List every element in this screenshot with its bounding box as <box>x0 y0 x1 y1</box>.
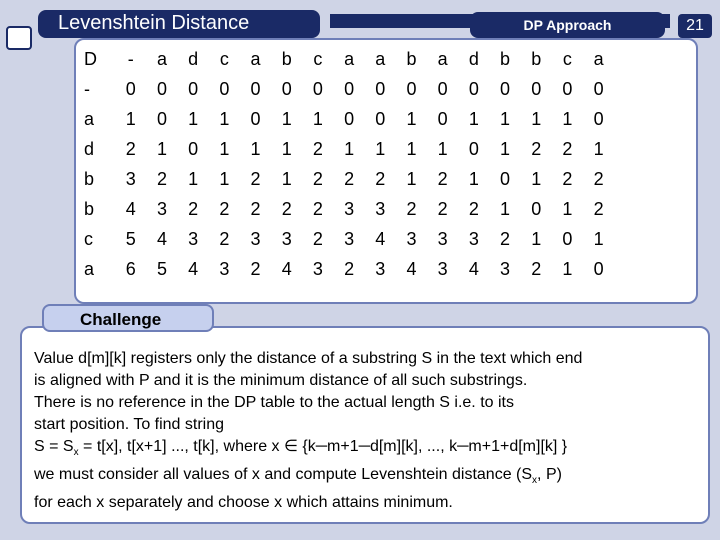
challenge-line: $S = S_x = t[x]$, t[x+1] ..., t[k], where x ∈ {k─m+1─d[m][k], ..., k─m+1+d[m][k] } <box>34 438 568 459</box>
column-header: d <box>188 48 199 69</box>
table-cell: 0 <box>375 108 386 129</box>
table-cell: 0 <box>531 78 542 99</box>
table-cell: 1 <box>156 138 167 159</box>
table-cell: 2 <box>219 198 230 219</box>
challenge-line: for each x separately and choose x which attains minimum. <box>34 494 453 512</box>
table-row <box>80 224 614 254</box>
row-header: a <box>84 108 95 129</box>
table-row <box>80 104 614 134</box>
table-cell: 0 <box>281 78 292 99</box>
table-cell: 3 <box>344 198 355 219</box>
table-cell: 1 <box>531 108 542 129</box>
table-cell: 2 <box>406 198 417 219</box>
table-cell: 2 <box>250 258 261 279</box>
challenge-text <box>34 348 694 514</box>
table-header-row <box>80 44 614 74</box>
page-title: Levenshtein Distance <box>38 10 320 38</box>
table-cell: 1 <box>593 138 604 159</box>
table-cell: 1 <box>437 138 448 159</box>
table-cell: 0 <box>219 78 230 99</box>
table-cell: 4 <box>125 198 136 219</box>
table-cell: 1 <box>531 228 542 249</box>
table-cell: 0 <box>156 108 167 129</box>
table-cell: 1 <box>406 138 417 159</box>
table-cell: 0 <box>562 228 573 249</box>
column-header: c <box>313 48 323 69</box>
column-header: a <box>156 48 167 69</box>
column-header: b <box>406 48 417 69</box>
column-header: d <box>468 48 479 69</box>
table-cell: 2 <box>312 168 323 189</box>
table-cell: 2 <box>562 168 573 189</box>
table-cell: 3 <box>188 228 199 249</box>
column-header: a <box>375 48 386 69</box>
table-cell: 2 <box>500 228 511 249</box>
table-cell: 3 <box>312 258 323 279</box>
slide-number: 21 <box>678 14 712 38</box>
table-cell: 2 <box>312 198 323 219</box>
table-row <box>80 134 614 164</box>
table-cell: 3 <box>125 168 136 189</box>
table-cell: 5 <box>156 258 167 279</box>
table-cell: 2 <box>125 138 136 159</box>
challenge-label: Challenge <box>42 304 214 332</box>
column-header: - <box>127 48 134 69</box>
table-cell: 2 <box>593 168 604 189</box>
table-cell: 3 <box>375 198 386 219</box>
table-cell: 0 <box>344 108 355 129</box>
table-cell: 4 <box>281 258 292 279</box>
table-cell: 0 <box>562 78 573 99</box>
table-cell: 0 <box>593 108 604 129</box>
table-row <box>80 74 614 104</box>
table-cell: 0 <box>250 108 261 129</box>
table-cell: 1 <box>188 108 199 129</box>
table-cell: 1 <box>468 108 479 129</box>
table-cell: 1 <box>593 228 604 249</box>
table-cell: 1 <box>250 138 261 159</box>
table-cell: 0 <box>437 108 448 129</box>
table-row <box>80 194 614 224</box>
table-cell: 3 <box>375 258 386 279</box>
table-cell: 0 <box>188 78 199 99</box>
column-header: a <box>250 48 261 69</box>
table-cell: 2 <box>344 258 355 279</box>
table-corner: D <box>84 48 97 69</box>
table-row <box>80 254 614 284</box>
column-header: c <box>219 48 229 69</box>
challenge-line: we must consider all values of x and compute Levenshtein distance ($S_x$, P) <box>34 466 562 487</box>
column-header: a <box>593 48 604 69</box>
table-cell: 1 <box>562 258 573 279</box>
table-cell: 0 <box>500 78 511 99</box>
table-cell: 1 <box>500 138 511 159</box>
challenge-line: There is no reference in the DP table to the actual length S i.e. to its <box>34 394 514 411</box>
table-cell: 6 <box>125 258 136 279</box>
table-cell: 0 <box>188 138 199 159</box>
table-cell: 3 <box>250 228 261 249</box>
table-cell: 5 <box>125 228 136 249</box>
table-cell: 2 <box>562 138 573 159</box>
table-cell: 4 <box>156 228 167 249</box>
table-cell: 1 <box>531 168 542 189</box>
table-cell: 1 <box>500 108 511 129</box>
table-cell: 0 <box>312 78 323 99</box>
row-header: a <box>84 258 95 279</box>
table-cell: 1 <box>219 108 230 129</box>
table-row <box>80 164 614 194</box>
table-cell: 1 <box>312 108 323 129</box>
table-cell: 2 <box>531 258 542 279</box>
table-cell: 1 <box>375 138 386 159</box>
table-cell: 0 <box>531 198 542 219</box>
title-decoration <box>6 26 32 50</box>
table-cell: 2 <box>593 198 604 219</box>
table-cell: 1 <box>281 168 292 189</box>
table-cell: 0 <box>500 168 511 189</box>
table-cell: 4 <box>188 258 199 279</box>
table-cell: 3 <box>437 228 448 249</box>
table-cell: 4 <box>468 258 479 279</box>
table-cell: 3 <box>437 258 448 279</box>
table-cell: 2 <box>281 198 292 219</box>
table-cell: 1 <box>281 138 292 159</box>
row-header: b <box>84 198 95 219</box>
table-cell: 0 <box>468 138 479 159</box>
table-cell: 2 <box>312 138 323 159</box>
table-cell: 1 <box>406 168 417 189</box>
table-cell: 4 <box>375 228 386 249</box>
table-cell: 0 <box>593 258 604 279</box>
table-cell: 0 <box>156 78 167 99</box>
dp-table <box>80 44 614 284</box>
table-cell: 0 <box>406 78 417 99</box>
table-cell: 0 <box>125 78 136 99</box>
table-cell: 1 <box>468 168 479 189</box>
table-cell: 3 <box>219 258 230 279</box>
row-header: c <box>84 228 93 249</box>
table-cell: 3 <box>406 228 417 249</box>
table-cell: 2 <box>531 138 542 159</box>
table-cell: 0 <box>375 78 386 99</box>
table-cell: 1 <box>344 138 355 159</box>
column-header: b <box>281 48 292 69</box>
table-cell: 2 <box>437 198 448 219</box>
row-header: - <box>84 78 90 99</box>
column-header: b <box>500 48 511 69</box>
table-cell: 3 <box>344 228 355 249</box>
table-cell: 1 <box>219 168 230 189</box>
challenge-line: Value d[m][k] registers only the distance of a substring S in the text which end <box>34 350 583 367</box>
table-cell: 0 <box>344 78 355 99</box>
column-header: b <box>531 48 542 69</box>
table-cell: 3 <box>468 228 479 249</box>
table-cell: 2 <box>156 168 167 189</box>
table-cell: 1 <box>562 108 573 129</box>
column-header: a <box>344 48 355 69</box>
table-cell: 1 <box>125 108 136 129</box>
table-cell: 2 <box>312 228 323 249</box>
table-cell: 1 <box>500 198 511 219</box>
table-cell: 0 <box>593 78 604 99</box>
table-cell: 1 <box>219 138 230 159</box>
table-cell: 3 <box>281 228 292 249</box>
table-cell: 0 <box>468 78 479 99</box>
table-cell: 3 <box>156 198 167 219</box>
table-cell: 0 <box>250 78 261 99</box>
challenge-line: is aligned with P and it is the minimum distance of all such substrings. <box>34 372 528 389</box>
column-header: a <box>437 48 448 69</box>
table-cell: 4 <box>406 258 417 279</box>
table-cell: 2 <box>344 168 355 189</box>
table-cell: 1 <box>281 108 292 129</box>
table-cell: 2 <box>188 198 199 219</box>
column-header: c <box>562 48 572 69</box>
challenge-line: start position. To find string <box>34 416 225 433</box>
table-cell: 1 <box>562 198 573 219</box>
table-cell: 1 <box>406 108 417 129</box>
table-cell: 2 <box>468 198 479 219</box>
table-cell: 2 <box>219 228 230 249</box>
row-header: d <box>84 138 95 159</box>
table-cell: 0 <box>437 78 448 99</box>
table-cell: 3 <box>500 258 511 279</box>
row-header: b <box>84 168 95 189</box>
section-label: DP Approach <box>470 12 665 38</box>
table-cell: 1 <box>188 168 199 189</box>
table-cell: 2 <box>250 168 261 189</box>
table-cell: 2 <box>250 198 261 219</box>
table-cell: 2 <box>375 168 386 189</box>
table-cell: 2 <box>437 168 448 189</box>
